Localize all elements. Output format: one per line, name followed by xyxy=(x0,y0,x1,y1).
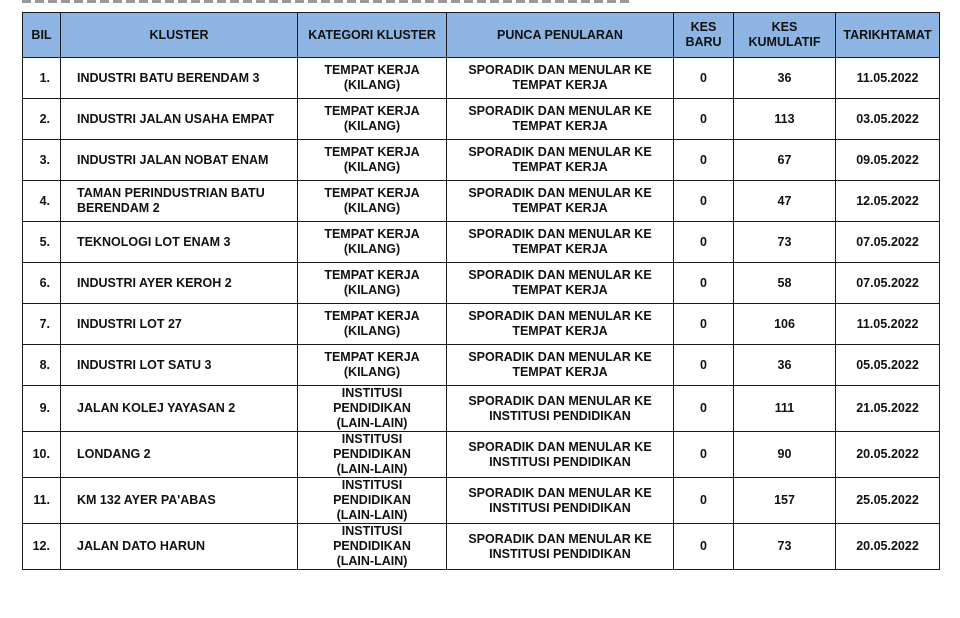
table-row xyxy=(23,99,940,140)
cell-bil-text: 6. xyxy=(39,275,50,290)
cell-punca-text: SPORADIK DAN MENULAR KE INSTITUSI PENDIDIKAN xyxy=(468,485,652,515)
cell-kes-kumulatif xyxy=(734,263,836,304)
cell-kluster xyxy=(61,181,298,222)
cell-tarikh-tamat xyxy=(836,478,940,524)
table-row xyxy=(23,432,940,478)
cell-kluster xyxy=(61,524,298,570)
cell-kluster-text: KM 132 AYER PA'ABAS xyxy=(77,493,216,507)
cell-kes-kumulatif xyxy=(734,478,836,524)
cropped-heading-remnant xyxy=(22,0,632,3)
cell-kes-kumulatif xyxy=(734,99,836,140)
cell-bil-text: 8. xyxy=(39,357,50,372)
cell-kes-baru xyxy=(674,478,734,524)
cell-kluster xyxy=(61,345,298,386)
cell-kes-baru xyxy=(674,140,734,181)
cell-punca-text: SPORADIK DAN MENULAR KE INSTITUSI PENDIDIKAN xyxy=(468,439,652,469)
cell-kes-baru-text: 0 xyxy=(700,316,707,331)
cell-bil xyxy=(23,181,61,222)
cell-kategori-text: TEMPAT KERJA (KILANG) xyxy=(324,186,420,215)
cell-kes-kumulatif-text: 111 xyxy=(774,401,795,415)
cell-tarikh-tamat xyxy=(836,99,940,140)
cell-kes-kumulatif xyxy=(734,524,836,570)
cell-punca xyxy=(447,263,674,304)
cell-kes-kumulatif-text: 73 xyxy=(777,539,792,553)
cell-bil xyxy=(23,263,61,304)
table-header-row xyxy=(23,13,940,58)
cell-kluster xyxy=(61,99,298,140)
table-row xyxy=(23,140,940,181)
cell-punca-text: SPORADIK DAN MENULAR KE TEMPAT KERJA xyxy=(468,63,652,92)
cell-kes-baru-text: 0 xyxy=(700,539,707,553)
cell-kes-kumulatif xyxy=(734,222,836,263)
cell-kategori-text: INSTITUSI PENDIDIKAN (LAIN-LAIN) xyxy=(333,478,411,522)
cell-tarikh-tamat-text: 11.05.2022 xyxy=(856,70,919,85)
cell-kluster-text: JALAN KOLEJ YAYASAN 2 xyxy=(77,401,236,415)
cell-kluster xyxy=(61,140,298,181)
cell-bil-text: 2. xyxy=(39,111,50,126)
cell-tarikh-tamat-text: 03.05.2022 xyxy=(856,111,919,126)
cell-kes-baru xyxy=(674,222,734,263)
cell-punca-text: SPORADIK DAN MENULAR KE TEMPAT KERJA xyxy=(468,227,652,256)
cell-punca-text: SPORADIK DAN MENULAR KE INSTITUSI PENDIDIKAN xyxy=(468,393,652,423)
cell-kategori-text: TEMPAT KERJA (KILANG) xyxy=(324,350,420,379)
cell-tarikh-tamat-text: 25.05.2022 xyxy=(856,493,919,507)
cell-bil-text: 5. xyxy=(39,234,50,249)
cell-kategori-text: INSTITUSI PENDIDIKAN (LAIN-LAIN) xyxy=(333,386,411,430)
cell-punca-text: SPORADIK DAN MENULAR KE INSTITUSI PENDIDIKAN xyxy=(468,531,652,561)
cell-bil xyxy=(23,304,61,345)
cell-kluster-text: INDUSTRI LOT SATU 3 xyxy=(77,357,212,372)
cell-bil xyxy=(23,432,61,478)
cell-kes-kumulatif xyxy=(734,304,836,345)
cell-tarikh-tamat-text: 20.05.2022 xyxy=(856,447,919,461)
cell-kluster xyxy=(61,386,298,432)
cell-punca xyxy=(447,181,674,222)
cell-punca xyxy=(447,432,674,478)
table-row xyxy=(23,478,940,524)
cell-punca-text: SPORADIK DAN MENULAR KE TEMPAT KERJA xyxy=(468,268,652,297)
cell-kes-kumulatif-text: 58 xyxy=(777,275,792,290)
cell-tarikh-tamat xyxy=(836,432,940,478)
cell-kes-kumulatif-text: 157 xyxy=(774,493,795,507)
cell-kluster xyxy=(61,304,298,345)
cell-kategori xyxy=(298,222,447,263)
cell-tarikh-tamat-text: 21.05.2022 xyxy=(856,401,919,415)
cell-kategori xyxy=(298,304,447,345)
cell-kes-baru xyxy=(674,58,734,99)
cell-kluster-text: INDUSTRI LOT 27 xyxy=(77,316,182,331)
table-row xyxy=(23,222,940,263)
cell-kategori xyxy=(298,263,447,304)
cell-kluster xyxy=(61,432,298,478)
cell-tarikh-tamat xyxy=(836,524,940,570)
header-kes-baru xyxy=(674,13,734,58)
cell-bil xyxy=(23,58,61,99)
cell-bil xyxy=(23,386,61,432)
table-row xyxy=(23,263,940,304)
header-kes-kumulatif-text: KES KUMULATIF xyxy=(748,20,821,49)
cell-kes-baru-text: 0 xyxy=(700,357,707,372)
cell-kategori-text: TEMPAT KERJA (KILANG) xyxy=(324,145,420,174)
cell-tarikh-tamat-text: 20.05.2022 xyxy=(856,539,919,553)
cell-bil-text: 4. xyxy=(39,193,50,208)
cell-kes-baru-text: 0 xyxy=(700,111,707,126)
cell-punca-text: SPORADIK DAN MENULAR KE TEMPAT KERJA xyxy=(468,309,652,338)
header-punca: PUNCA PENULARAN xyxy=(447,13,674,58)
cell-kes-baru xyxy=(674,99,734,140)
cell-kluster-text: TAMAN PERINDUSTRIAN BATU BERENDAM 2 xyxy=(77,186,265,215)
cell-kes-kumulatif xyxy=(734,181,836,222)
cell-kes-baru-text: 0 xyxy=(700,275,707,290)
cell-kluster-text: LONDANG 2 xyxy=(77,447,151,461)
table-row xyxy=(23,524,940,570)
cell-punca xyxy=(447,524,674,570)
cell-tarikh-tamat-text: 05.05.2022 xyxy=(856,357,919,372)
cell-kes-baru xyxy=(674,524,734,570)
cell-kes-kumulatif xyxy=(734,58,836,99)
cluster-table xyxy=(22,12,940,570)
cell-tarikh-tamat xyxy=(836,181,940,222)
cell-kluster xyxy=(61,263,298,304)
cell-kes-baru-text: 0 xyxy=(700,193,707,208)
cell-kluster-text: INDUSTRI JALAN NOBAT ENAM xyxy=(77,152,269,167)
cell-kes-baru-text: 0 xyxy=(700,447,707,461)
cell-tarikh-tamat-text: 11.05.2022 xyxy=(856,316,919,331)
cell-punca xyxy=(447,386,674,432)
cell-kes-baru xyxy=(674,304,734,345)
header-kluster: KLUSTER xyxy=(61,13,298,58)
cell-punca-text: SPORADIK DAN MENULAR KE TEMPAT KERJA xyxy=(468,104,652,133)
table-row xyxy=(23,386,940,432)
cell-kluster-text: INDUSTRI AYER KEROH 2 xyxy=(77,275,232,290)
cell-kategori-text: TEMPAT KERJA (KILANG) xyxy=(324,104,420,133)
cell-kes-baru-text: 0 xyxy=(700,70,707,85)
cell-kes-kumulatif-text: 67 xyxy=(777,152,792,167)
cell-tarikh-tamat-text: 12.05.2022 xyxy=(856,193,919,208)
cell-kes-kumulatif-text: 47 xyxy=(777,193,792,208)
cell-kes-baru xyxy=(674,386,734,432)
cell-kes-baru xyxy=(674,345,734,386)
cell-bil xyxy=(23,222,61,263)
cell-kategori-text: TEMPAT KERJA (KILANG) xyxy=(324,268,420,297)
cell-kategori-text: TEMPAT KERJA (KILANG) xyxy=(324,309,420,338)
cell-kes-kumulatif-text: 36 xyxy=(777,70,792,85)
cell-bil xyxy=(23,140,61,181)
cell-kluster-text: INDUSTRI JALAN USAHA EMPAT xyxy=(77,111,274,126)
cell-bil-text: 1. xyxy=(39,70,50,85)
cell-tarikh-tamat xyxy=(836,222,940,263)
cell-kes-baru-text: 0 xyxy=(700,493,707,507)
cell-kes-kumulatif-text: 113 xyxy=(774,111,795,126)
header-tarikh-tamat: TARIKHTAMAT xyxy=(836,13,940,58)
cell-kes-baru-text: 0 xyxy=(700,234,707,249)
cell-kes-kumulatif xyxy=(734,140,836,181)
header-kes-baru-text: KES BARU xyxy=(685,20,722,49)
cell-kategori-text: TEMPAT KERJA (KILANG) xyxy=(324,63,420,92)
cell-kes-kumulatif xyxy=(734,345,836,386)
cell-kategori xyxy=(298,386,447,432)
cell-kes-baru xyxy=(674,181,734,222)
cell-bil xyxy=(23,524,61,570)
cell-bil-text: 11. xyxy=(33,493,50,507)
header-bil: BIL xyxy=(23,13,61,58)
cell-kes-baru xyxy=(674,263,734,304)
cell-kategori-text: TEMPAT KERJA (KILANG) xyxy=(324,227,420,256)
cell-bil-text: 10. xyxy=(32,447,50,461)
header-kes-kumulatif xyxy=(734,13,836,58)
cell-kategori xyxy=(298,99,447,140)
cell-tarikh-tamat xyxy=(836,345,940,386)
cell-punca xyxy=(447,222,674,263)
cell-punca-text: SPORADIK DAN MENULAR KE TEMPAT KERJA xyxy=(468,186,652,215)
cell-punca xyxy=(447,304,674,345)
cell-tarikh-tamat xyxy=(836,386,940,432)
cell-tarikh-tamat-text: 07.05.2022 xyxy=(856,234,919,249)
cell-bil-text: 12. xyxy=(32,539,50,553)
cell-punca xyxy=(447,478,674,524)
cell-bil xyxy=(23,478,61,524)
cell-tarikh-tamat xyxy=(836,58,940,99)
cell-kes-kumulatif-text: 73 xyxy=(777,234,792,249)
cell-bil xyxy=(23,99,61,140)
cell-kes-kumulatif-text: 106 xyxy=(774,316,795,331)
cell-kluster xyxy=(61,58,298,99)
cell-tarikh-tamat-text: 07.05.2022 xyxy=(856,275,919,290)
table-row xyxy=(23,181,940,222)
cell-bil-text: 3. xyxy=(39,152,50,167)
cell-kategori xyxy=(298,345,447,386)
cell-kategori xyxy=(298,432,447,478)
cell-tarikh-tamat-text: 09.05.2022 xyxy=(856,152,919,167)
cell-bil-text: 7. xyxy=(39,316,50,331)
cell-kluster xyxy=(61,222,298,263)
cell-kategori xyxy=(298,140,447,181)
cell-kluster xyxy=(61,478,298,524)
cell-kes-kumulatif xyxy=(734,386,836,432)
cell-tarikh-tamat xyxy=(836,304,940,345)
cell-kategori xyxy=(298,58,447,99)
cell-tarikh-tamat xyxy=(836,140,940,181)
cell-kluster-text: TEKNOLOGI LOT ENAM 3 xyxy=(77,234,231,249)
cell-kategori xyxy=(298,524,447,570)
cell-kes-kumulatif xyxy=(734,432,836,478)
cell-kategori xyxy=(298,478,447,524)
cell-kes-kumulatif-text: 36 xyxy=(777,357,792,372)
cell-bil xyxy=(23,345,61,386)
cell-punca xyxy=(447,99,674,140)
cell-punca xyxy=(447,140,674,181)
table-row xyxy=(23,304,940,345)
header-kategori: KATEGORI KLUSTER xyxy=(298,13,447,58)
cell-kategori-text: INSTITUSI PENDIDIKAN (LAIN-LAIN) xyxy=(333,432,411,476)
cell-punca xyxy=(447,58,674,99)
table-row xyxy=(23,58,940,99)
cell-kes-baru-text: 0 xyxy=(700,401,707,415)
cell-punca xyxy=(447,345,674,386)
cell-kluster-text: JALAN DATO HARUN xyxy=(77,539,206,553)
cell-kategori-text: INSTITUSI PENDIDIKAN (LAIN-LAIN) xyxy=(333,524,411,568)
table-row xyxy=(23,345,940,386)
cell-kluster-text: INDUSTRI BATU BERENDAM 3 xyxy=(77,70,260,85)
cell-kes-baru-text: 0 xyxy=(700,152,707,167)
cell-tarikh-tamat xyxy=(836,263,940,304)
cell-kes-kumulatif-text: 90 xyxy=(777,447,792,461)
cell-punca-text: SPORADIK DAN MENULAR KE TEMPAT KERJA xyxy=(468,350,652,379)
cell-kes-baru xyxy=(674,432,734,478)
cell-kategori xyxy=(298,181,447,222)
cell-punca-text: SPORADIK DAN MENULAR KE TEMPAT KERJA xyxy=(468,145,652,174)
cell-bil-text: 9. xyxy=(39,401,50,415)
